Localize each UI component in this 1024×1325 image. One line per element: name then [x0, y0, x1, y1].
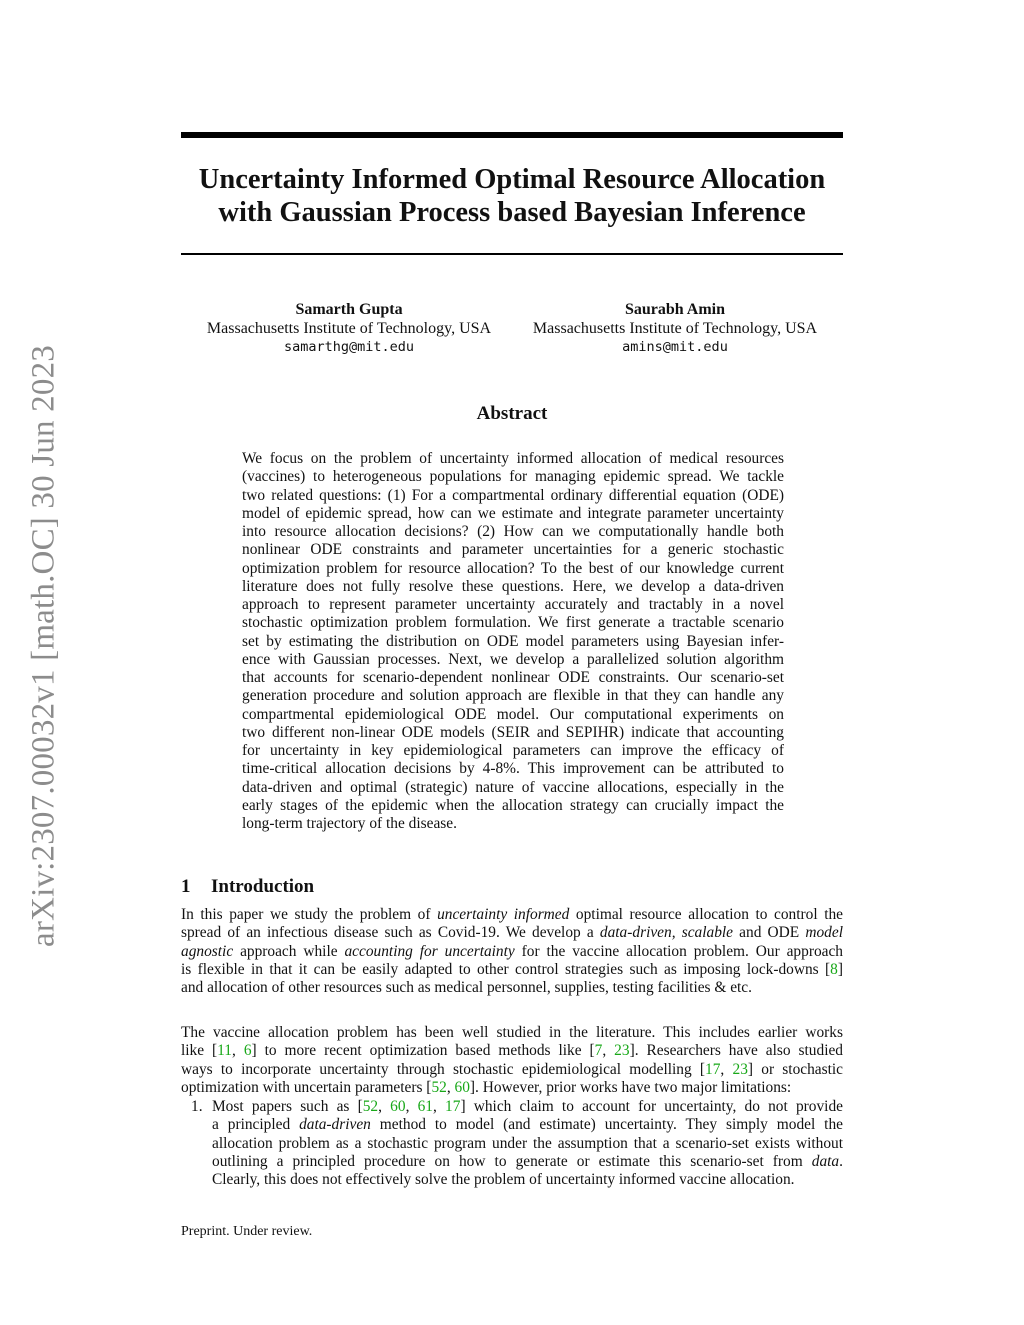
- citation-link[interactable]: 11: [217, 1042, 232, 1060]
- section-heading-introduction: [181, 876, 314, 898]
- author-block-1: [184, 300, 514, 357]
- paper-title: [181, 163, 843, 229]
- citation-link[interactable]: 61: [417, 1098, 433, 1115]
- title-top-rule: [181, 132, 843, 138]
- section-title: Introduction: [211, 876, 315, 897]
- author-block-2: [510, 300, 840, 357]
- list-item: [212, 1098, 843, 1189]
- author-name: Samarth Gupta: [295, 301, 403, 318]
- arxiv-identifier-stamp: [20, 0, 68, 1325]
- abstract-line: compartmental epidemiological ODE model. Our computational experiments on: [242, 705, 784, 723]
- intro-paragraph-1: [181, 906, 843, 997]
- limitations-list: [181, 1098, 843, 1189]
- abstract-line: literature does not fully resolve these questions. Here, we develop a data-driven: [242, 577, 784, 595]
- intro-paragraph-2: [181, 1024, 843, 1097]
- citation-link[interactable]: 17: [445, 1098, 461, 1115]
- abstract-line: We focus on the problem of uncertainty informed allocation of medical resources: [242, 450, 784, 467]
- paragraph-line: and allocation of other resources such as medical personnel, supplies, testing facilities & etc.: [181, 979, 752, 996]
- abstract-line: generation procedure and solution approach are flexible in that they can handle any: [242, 687, 784, 705]
- abstract-line: early stages of the epidemic when the allocation strategy can crucially impact the: [242, 796, 784, 814]
- citation-link[interactable]: 8: [830, 960, 838, 978]
- abstract-line: into resource allocation decisions? (2) How can we computationally handle both: [242, 523, 784, 540]
- citation-link[interactable]: 23: [732, 1060, 748, 1078]
- abstract-line: stochastic optimization problem formulation. We first generate a tractable scenario: [242, 614, 784, 632]
- abstract-body: [242, 450, 784, 833]
- title-bottom-rule: [181, 253, 843, 255]
- paragraph-line: In this paper we study the problem of uncertainty informed optimal resource allocation to control the: [181, 906, 843, 923]
- author-email[interactable]: amins@mit.edu: [622, 339, 728, 355]
- abstract-line: nonlinear ODE constraints and parameter uncertainties for a generic stochastic: [242, 541, 784, 559]
- paragraph-line: allocation problem as a stochastic program under the assumption that a scenario-set exists without: [212, 1134, 843, 1152]
- abstract-line: two different non-linear ODE models (SEIR and SEPIHR) indicate that accounting: [242, 723, 784, 741]
- paragraph-line: ways to incorporate uncertainty through stochastic epidemiological modelling [17, 23] or stochastic: [181, 1060, 843, 1078]
- abstract-line: model of epidemic spread, how can we estimate and integrate parameter uncertainty: [242, 504, 784, 522]
- paragraph-line: is flexible in that it can be easily adapted to other control strategies such as imposing lock-downs [8]: [181, 960, 843, 978]
- arxiv-identifier-text: arXiv:2307.00032v1 [math.OC] 30 Jun 2023: [25, 345, 62, 947]
- author-affiliation: Massachusetts Institute of Technology, USA: [206, 320, 492, 337]
- abstract-line: for uncertainty in key epidemiological parameters can improve the efficacy of: [242, 742, 784, 759]
- footer-note: Preprint. Under review.: [181, 1224, 313, 1239]
- paper-title-line-1: Uncertainty Informed Optimal Resource Allocation: [198, 164, 826, 195]
- author-affiliation: Massachusetts Institute of Technology, USA: [532, 320, 818, 337]
- abstract-line: data-driven and optimal (strategic) nature of vaccine allocations, especially in the: [242, 778, 784, 796]
- abstract-line: set by estimating the distribution on ODE model parameters using Bayesian infer-: [242, 632, 784, 650]
- abstract-line: approach to represent parameter uncertainty accurately and tractably in a novel: [242, 596, 784, 613]
- citation-link[interactable]: 17: [705, 1060, 721, 1078]
- citation-link[interactable]: 52: [431, 1078, 447, 1096]
- paragraph-line: Clearly, this does not effectively solve the problem of uncertainty informed vaccine allocation.: [212, 1171, 795, 1188]
- citation-link[interactable]: 23: [614, 1042, 630, 1060]
- citation-link[interactable]: 6: [243, 1042, 252, 1060]
- abstract-line: ence with Gaussian processes. Next, we develop a parallelized solution algorithm: [242, 650, 784, 668]
- abstract-line: that accounts for scenario-dependent nonlinear ODE constraints. Our scenario-set: [242, 669, 784, 686]
- abstract-line: optimization problem for resource allocation? To the best of our knowledge current: [242, 559, 784, 577]
- paper-title-line-2: with Gaussian Process based Bayesian Inference: [218, 197, 806, 228]
- citation-link[interactable]: 7: [594, 1042, 603, 1060]
- paragraph-line: outlining a principled procedure on how to generate or estimate this scenario-set from data.: [212, 1152, 843, 1170]
- paragraph-line: like [11, 6] to more recent optimization based methods like [7, 23]. Researchers have also studied: [181, 1042, 843, 1060]
- paragraph-line: optimization with uncertain parameters [52, 60]. However, prior works have two major limitations:: [181, 1078, 792, 1096]
- citation-link[interactable]: 60: [454, 1078, 470, 1096]
- paragraph-line: spread of an infectious disease such as Covid-19. We develop a data-driven, scalable and ODE model: [181, 924, 843, 942]
- paragraph-line: a principled data-driven method to model (and estimate) uncertainty. They simply model the: [212, 1116, 843, 1134]
- list-item-marker: 1.: [191, 1098, 203, 1115]
- author-name: Saurabh Amin: [624, 301, 726, 318]
- citation-link[interactable]: 60: [390, 1098, 406, 1115]
- abstract-heading: Abstract: [476, 403, 548, 424]
- citation-link[interactable]: 52: [362, 1098, 379, 1115]
- paragraph-line: Most papers such as [52, 60, 61, 17] which claim to account for uncertainty, do not provide: [212, 1098, 843, 1115]
- paragraph-line: The vaccine allocation problem has been well studied in the literature. This includes earlier works: [181, 1024, 843, 1041]
- author-email[interactable]: samarthg@mit.edu: [283, 339, 415, 355]
- abstract-line: (vaccines) to heterogeneous populations for managing epidemic spread. We tackle: [242, 468, 784, 486]
- abstract-line: two related questions: (1) For a compartmental ordinary differential equation (ODE): [242, 486, 784, 504]
- abstract-line: time-critical allocation decisions by 4-8%. This improvement can be attributed to: [242, 760, 784, 778]
- abstract-line: long-term trajectory of the disease.: [242, 815, 457, 832]
- section-number: 1: [181, 876, 191, 897]
- paragraph-line: agnostic approach while accounting for uncertainty for the vaccine allocation problem. Our approach: [181, 942, 843, 960]
